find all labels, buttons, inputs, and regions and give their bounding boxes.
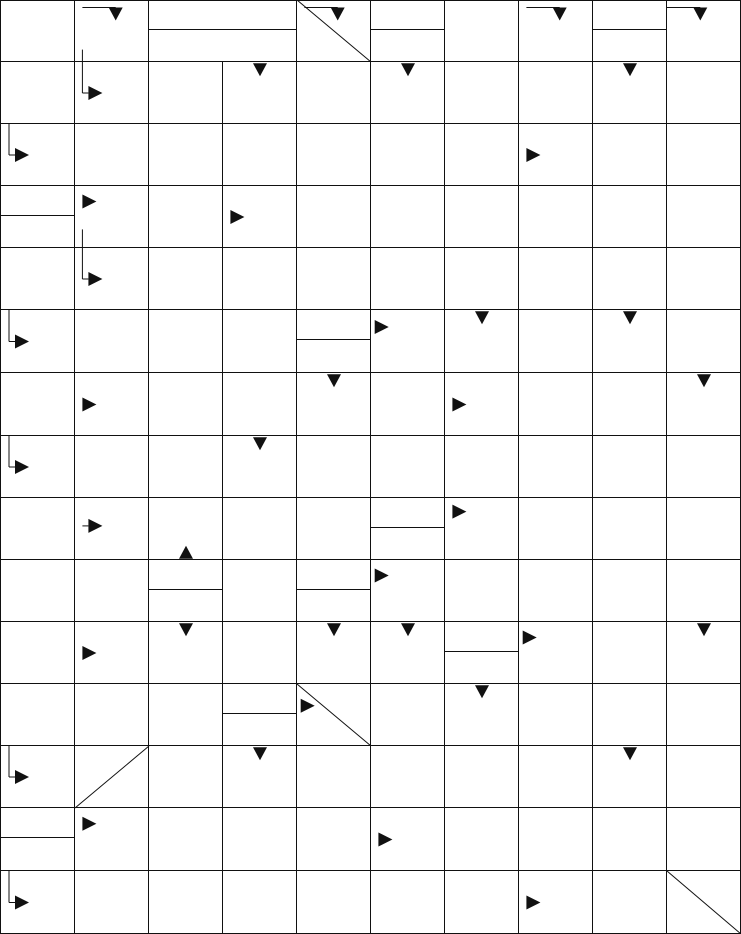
grid-cell[interactable]: [667, 62, 741, 124]
grid-cell[interactable]: [593, 622, 667, 684]
grid-cell[interactable]: [519, 310, 593, 373]
grid-cell[interactable]: [371, 124, 445, 186]
grid-cell[interactable]: [223, 560, 297, 622]
grid-cell[interactable]: [149, 498, 223, 560]
grid-cell[interactable]: [593, 310, 667, 373]
grid-cell[interactable]: [519, 560, 593, 622]
clue-text: [446, 652, 518, 683]
grid-cell[interactable]: [593, 62, 667, 124]
answer-letter: [297, 373, 371, 436]
answer-letter: [297, 436, 371, 498]
grid-cell[interactable]: [223, 498, 297, 560]
grid-cell[interactable]: [149, 746, 223, 808]
grid-cell[interactable]: [223, 871, 297, 934]
grid-cell[interactable]: [371, 436, 445, 498]
grid-cell[interactable]: [75, 871, 149, 934]
grid-cell[interactable]: [593, 498, 667, 560]
grid-cell[interactable]: [445, 310, 519, 373]
grid-cell[interactable]: [593, 808, 667, 871]
grid-cell[interactable]: [0, 310, 75, 373]
grid-cell[interactable]: [75, 62, 149, 124]
grid-cell[interactable]: [223, 62, 297, 124]
grid-cell[interactable]: [75, 373, 149, 436]
clue-text: [1, 623, 74, 683]
grid-cell[interactable]: [297, 684, 371, 746]
clue-text: [298, 561, 370, 588]
clue-text: [1, 1, 74, 61]
grid-cell[interactable]: [445, 498, 519, 560]
grid-cell[interactable]: [297, 0, 371, 62]
grid-cell[interactable]: [667, 498, 741, 560]
grid-cell[interactable]: [593, 560, 667, 622]
grid-cell[interactable]: [223, 622, 297, 684]
clue-text: [372, 1, 444, 28]
grid-cell[interactable]: [75, 186, 149, 248]
grid-cell[interactable]: [0, 436, 75, 498]
clue-text: [594, 1, 666, 28]
grid-cell[interactable]: [667, 248, 741, 310]
clue-text: [298, 340, 370, 372]
grid-cell[interactable]: [519, 436, 593, 498]
grid-cell[interactable]: [75, 622, 149, 684]
clue-text: [298, 809, 370, 870]
grid-cell[interactable]: [149, 684, 223, 746]
grid-cell[interactable]: [445, 684, 519, 746]
clue-text: [1, 63, 74, 123]
grid-cell[interactable]: [0, 746, 75, 808]
clue-text: [594, 685, 666, 745]
clue-text: [446, 1, 518, 61]
clue-text: [298, 311, 370, 338]
clue-text: [1, 216, 74, 247]
grid-cell[interactable]: [297, 186, 371, 248]
grid-cell[interactable]: [223, 436, 297, 498]
grid-cell[interactable]: [371, 248, 445, 310]
clue-text: [1, 838, 74, 870]
clue-text: [446, 872, 518, 933]
grid-cell[interactable]: [75, 684, 149, 746]
grid-cell[interactable]: [75, 746, 149, 808]
grid-cell[interactable]: [519, 373, 593, 436]
grid-cell[interactable]: [371, 871, 445, 934]
grid-cell[interactable]: [519, 746, 593, 808]
grid-cell[interactable]: [667, 684, 741, 746]
grid-cell[interactable]: [593, 746, 667, 808]
grid-cell[interactable]: [75, 310, 149, 373]
grid-cell[interactable]: [75, 498, 149, 560]
clue-text: [1, 249, 74, 309]
clue-text: [224, 685, 296, 712]
grid-cell[interactable]: [445, 373, 519, 436]
clue-text: [150, 187, 222, 247]
clue-text: [372, 374, 444, 435]
grid-cell[interactable]: [593, 186, 667, 248]
grid-cell[interactable]: [519, 498, 593, 560]
grid-cell[interactable]: [297, 871, 371, 934]
clue-text: [594, 30, 666, 61]
grid-cell[interactable]: [667, 622, 741, 684]
grid-cell[interactable]: [371, 622, 445, 684]
grid-cell[interactable]: [593, 373, 667, 436]
clue-text: [224, 714, 296, 745]
grid-cell[interactable]: [149, 622, 223, 684]
clue-text: [150, 1, 296, 28]
answer-letter: [297, 498, 371, 560]
clue-text: [150, 590, 222, 621]
grid-cell[interactable]: [223, 808, 297, 871]
grid-cell[interactable]: [297, 746, 371, 808]
grid-cell[interactable]: [149, 871, 223, 934]
clue-text: [1, 561, 74, 621]
clue-text: [1, 685, 74, 745]
grid-cell[interactable]: [519, 124, 593, 186]
grid-cell[interactable]: [223, 248, 297, 310]
grid-cell[interactable]: [667, 0, 741, 62]
grid-cell[interactable]: [371, 746, 445, 808]
grid-cell[interactable]: [0, 871, 75, 934]
grid-cell[interactable]: [223, 124, 297, 186]
grid-cell[interactable]: [519, 248, 593, 310]
grid-cell[interactable]: [297, 124, 371, 186]
grid-cell[interactable]: [297, 622, 371, 684]
grid-cell[interactable]: [667, 186, 741, 248]
grid-cell[interactable]: [593, 871, 667, 934]
grid-cell[interactable]: [75, 560, 149, 622]
grid-cell[interactable]: [371, 684, 445, 746]
grid-cell[interactable]: [371, 310, 445, 373]
grid-cell[interactable]: [371, 560, 445, 622]
grid-cell[interactable]: [445, 560, 519, 622]
grid-cell[interactable]: [149, 310, 223, 373]
grid-cell[interactable]: [223, 746, 297, 808]
grid-cell[interactable]: [519, 622, 593, 684]
grid-cell[interactable]: [667, 373, 741, 436]
grid-cell[interactable]: [667, 871, 741, 934]
grid-cell[interactable]: [519, 684, 593, 746]
clue-text: [668, 311, 740, 372]
grid-cell[interactable]: [519, 0, 593, 62]
grid-cell[interactable]: [223, 186, 297, 248]
clue-text: [372, 528, 444, 559]
grid-cell[interactable]: [445, 62, 519, 124]
clue-text: [1, 499, 74, 559]
grid-cell[interactable]: [593, 124, 667, 186]
grid-cell[interactable]: [519, 871, 593, 934]
grid-cell[interactable]: [445, 808, 519, 871]
grid-cell[interactable]: [75, 248, 149, 310]
grid-cell[interactable]: [75, 124, 149, 186]
grid-cell[interactable]: [667, 124, 741, 186]
grid-cell[interactable]: [445, 436, 519, 498]
grid-cell[interactable]: [75, 436, 149, 498]
clue-text: [150, 30, 296, 61]
grid-cell[interactable]: [149, 808, 223, 871]
grid-cell[interactable]: [149, 62, 223, 124]
clue-text: [446, 623, 518, 650]
clue-text: [446, 125, 518, 185]
grid-cell[interactable]: [519, 186, 593, 248]
clue-text: [1, 374, 74, 435]
grid-cell[interactable]: [297, 248, 371, 310]
grid-cell[interactable]: [149, 248, 223, 310]
grid-cell[interactable]: [519, 62, 593, 124]
grid-cell[interactable]: [75, 0, 149, 62]
clue-text: [1, 809, 74, 836]
clue-text: [298, 590, 370, 621]
grid-cell[interactable]: [445, 746, 519, 808]
grid-cell[interactable]: [371, 62, 445, 124]
clue-text: [594, 249, 666, 309]
grid-cell[interactable]: [593, 436, 667, 498]
grid-cell[interactable]: [667, 746, 741, 808]
clue-text: [372, 30, 444, 61]
grid-cell[interactable]: [667, 808, 741, 871]
clue-text: [668, 561, 740, 621]
grid-cell[interactable]: [371, 186, 445, 248]
clue-text: [1, 187, 74, 214]
grid-cell[interactable]: [445, 186, 519, 248]
grid-cell[interactable]: [0, 124, 75, 186]
clue-text: [446, 249, 518, 309]
grid-cell[interactable]: [149, 373, 223, 436]
grid-cell[interactable]: [667, 436, 741, 498]
grid-cell[interactable]: [223, 310, 297, 373]
grid-cell[interactable]: [371, 808, 445, 871]
clue-text: [150, 561, 222, 588]
grid-cell[interactable]: [149, 436, 223, 498]
clue-text: [224, 374, 296, 435]
grid-cell[interactable]: [519, 808, 593, 871]
grid-cell[interactable]: [297, 62, 371, 124]
clue-text: [372, 499, 444, 526]
grid-cell[interactable]: [75, 808, 149, 871]
grid-cell[interactable]: [149, 124, 223, 186]
